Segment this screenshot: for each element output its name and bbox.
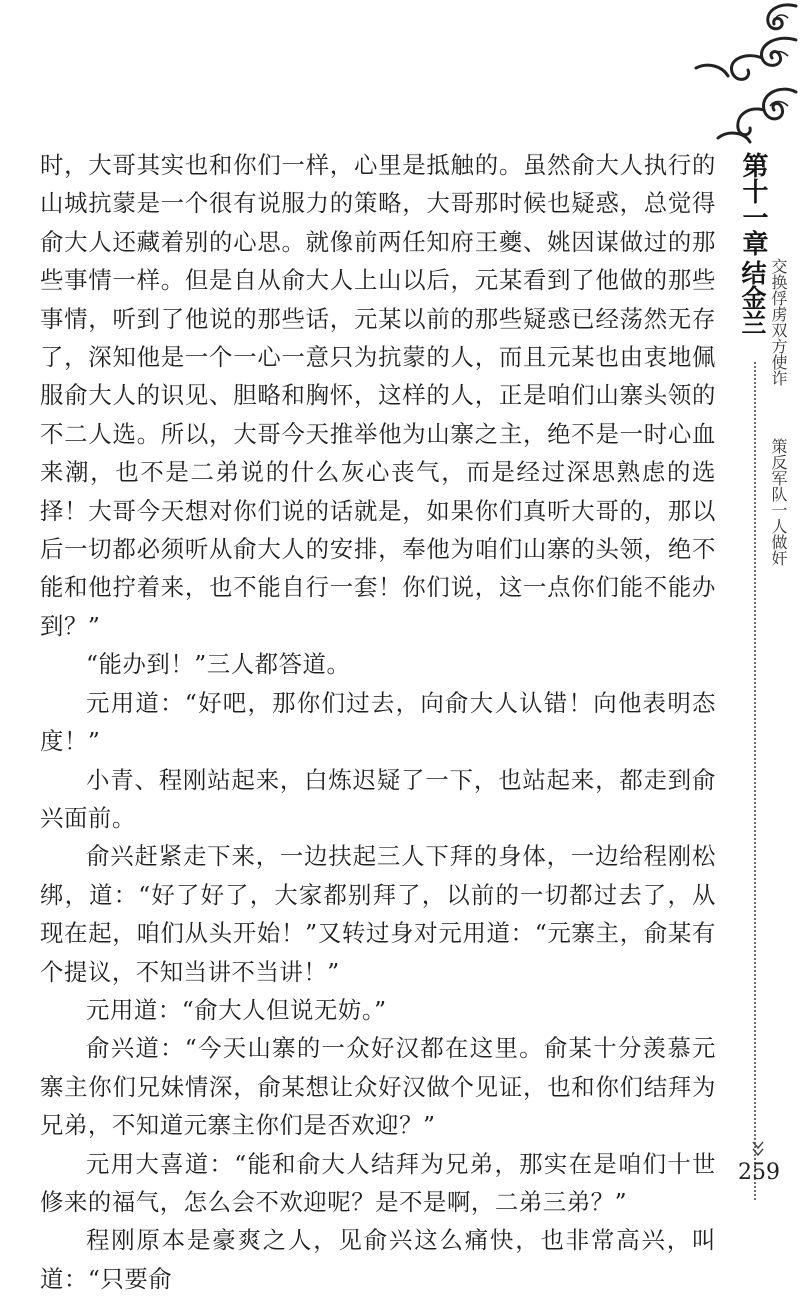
paragraph: 小青、程刚站起来，白炼迟疑了一下，也站起来，都走到俞兴面前。 — [40, 765, 716, 832]
paragraph: 程刚原本是豪爽之人，见俞兴这么痛快，也非常高兴，叫道：“只要俞 — [40, 1226, 716, 1293]
chapter-subtitle-part1: 交换俘虏双方使诈 — [769, 258, 788, 386]
body-text — [40, 146, 716, 1298]
cloud-ornament-icon — [688, 0, 800, 150]
paragraph: 俞兴道：“今天山寨的一众好汉都在这里。俞某十分羡慕元寨主你们兄妹情深，俞某想让众好汉做个见证，也和你们结拜为兄弟，不知道元寨主你们是否欢迎？” — [40, 1034, 716, 1140]
chapter-number: 第十一章 — [738, 152, 768, 256]
paragraph: “能办到！”三人都答道。 — [86, 650, 351, 679]
paragraph: 时，大哥其实也和你们一样，心里是抵触的。虽然俞大人执行的山城抗蒙是一个很有说服力的策略，大哥那时候也疑惑，总觉得俞大人还藏着别的心思。就像前两任知府王夔、姚因谋做过的那些事情一样。但是自从俞大人上山以后，元某看到了他做的那些事情，听到了他说的那些话，元某以前的那些疑惑已经荡然无存了，深知他是一个一心一意只为抗蒙的人，而且元某也由衷地佩服俞大人的识见、胆略和胸怀，这样的人，正是咱们山寨头领的不二人选。所以，大哥今天推举他为山寨之主，绝不是一时心血来潮，也不是二弟说的什么灰心丧气，而是经过深思熟虑的选择！大哥今天想对你们说的话就是，如果你们真听大哥的，那以后一切都必须听从俞大人的安排，奉他为咱们山寨的头领，绝不能和他拧着来，也不能自行一套！你们说，这一点你们能不能办到？” — [40, 151, 716, 640]
paragraph: 俞兴赶紧走下来，一边扶起三人下拜的身体，一边给程刚松绑，道：“好了好了，大家都别拜了，以前的一切都过去了，从现在起，咱们从头开始！”又转过身对元用道：“元寨主，俞某有个提议，不知当讲不当讲！” — [40, 842, 716, 986]
paragraph: 元用道：“俞大人但说无妨。” — [86, 995, 387, 1024]
chapter-subtitle-part2: 策反军队一人做奸 — [769, 438, 788, 566]
paragraph: 元用大喜道：“能和俞大人结拜为兄弟，那实在是咱们十世修来的福气，怎么会不欢迎呢？是不是啊，二弟三弟？” — [40, 1149, 716, 1216]
paragraph: 元用道：“好吧，那你们过去，向俞大人认错！向他表明态度！” — [40, 688, 716, 756]
chapter-title: 结金兰 — [738, 260, 767, 335]
margin-dotted-rule — [754, 362, 756, 1200]
page-number: 259 — [738, 1160, 780, 1185]
